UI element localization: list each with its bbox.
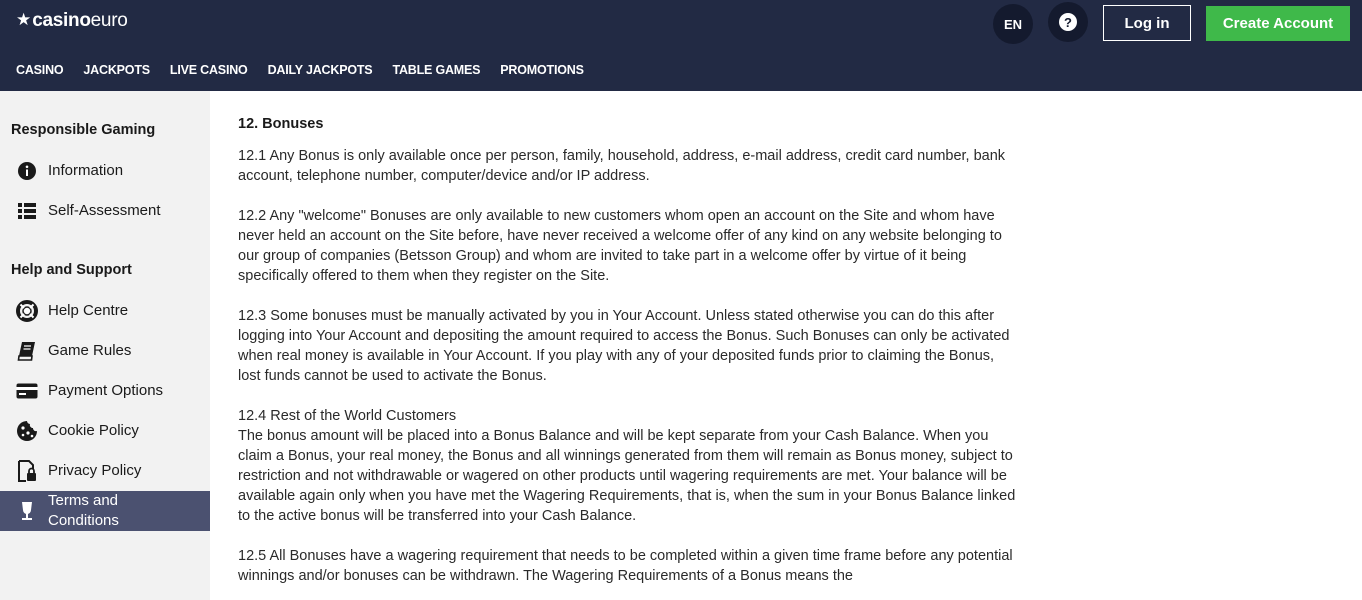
cookie-icon (16, 420, 38, 442)
nav-jackpots[interactable]: JACKPOTS (83, 63, 150, 77)
lifebuoy-icon (16, 300, 38, 322)
gavel-icon (16, 500, 38, 522)
language-selector[interactable]: EN (993, 4, 1033, 44)
nav-live-casino[interactable]: LIVE CASINO (169, 63, 248, 77)
sidebar-item-self-assessment[interactable] (0, 191, 210, 231)
casinoeuro-logo[interactable] (16, 9, 127, 33)
paragraph-12-1: 12.1 Any Bonus is only available once per person, family, household, address, e-mail address, credit card number, bank account, telephone number, computer/device and/or IP address. (238, 148, 1006, 184)
book-icon (16, 340, 38, 362)
sidebar-item-game-rules[interactable] (0, 331, 210, 371)
sidebar-item-information[interactable] (0, 151, 210, 191)
sidebar-item-label: Privacy Policy (48, 462, 142, 479)
nav-table-games[interactable]: TABLE GAMES (392, 63, 481, 77)
paragraph-12-4 (238, 406, 1018, 526)
terms-content (238, 112, 1018, 586)
sidebar-item-cookie-policy[interactable] (0, 411, 210, 451)
main-nav (16, 63, 604, 77)
sidebar-item-label: Game Rules (48, 342, 132, 359)
login-button[interactable]: Log in (1103, 5, 1191, 41)
create-account-button[interactable]: Create Account (1206, 6, 1350, 41)
paragraph-12-4-heading: 12.4 Rest of the World Customers (238, 408, 457, 424)
sidebar-item-label: Help Centre (48, 302, 129, 319)
section-title: 12. Bonuses (238, 116, 324, 132)
paragraph-12-4-body: The bonus amount will be placed into a Bonus Balance and will be kept separate from your Cash Balance. When you claim a Bonus, your real money, the Bonus and all winnings generated from them will remain as Bonus money, subject to restriction and not withdrawable or wagered on other products until wagering requirements are met. Your balance will be available again only when you have met the Wagering Requirements, that is, when the sum in your Bonus Balance linked to the active bonus will be transferred into your Cash Balance. (238, 428, 1016, 524)
paragraph-12-5: 12.5 All Bonuses have a wagering requirement that needs to be completed within a given time frame before any potential winnings and/or bonuses can be withdrawn. The Wagering Requirements of a Bonus means the (238, 548, 1013, 584)
sidebar-item-label: Cookie Policy (48, 422, 139, 439)
logo-text-casino: casino (32, 10, 91, 31)
paragraph-12-2: 12.2 Any "welcome" Bonuses are only available to new customers whom open an account on the Site and whom have never held an account on the Site before, have never received a welcome offer of any kind on any website belonging to our group of companies (Betsson Group) and whom are invited to take part in a welcome offer by virtue of it being specifically offered to them when they register on the Site. (238, 208, 1002, 284)
paragraph-12-3: 12.3 Some bonuses must be manually activated by you in Your Account. Unless stated otherwise you can do this after logging into Your Account and depositing the amount required to access the Bonus. Such Bonuses can only be activated when real money is available in Your Account. If you play with any of your deposited funds prior to claiming the Bonus, lost funds cannot be used to activate the Bonus. (238, 308, 1010, 384)
help-button[interactable] (1048, 2, 1088, 42)
help-and-support-heading: Help and Support (11, 262, 132, 278)
logo-text-euro: euro (90, 10, 128, 31)
privacy-document-icon (16, 460, 38, 482)
sidebar-item-label: Information (48, 162, 124, 179)
responsible-gaming-heading: Responsible Gaming (11, 122, 156, 138)
sidebar-item-label: Terms and Conditions (48, 492, 119, 529)
star-icon: ★ (16, 9, 32, 29)
sidebar-item-label: Self-Assessment (48, 202, 161, 219)
info-icon (16, 160, 38, 182)
sidebar-item-help-centre[interactable] (0, 291, 210, 331)
top-header (0, 0, 1362, 91)
sidebar-item-terms-and-conditions[interactable] (0, 491, 210, 531)
sidebar-item-privacy-policy[interactable] (0, 451, 210, 491)
nav-casino[interactable]: CASINO (16, 63, 64, 77)
question-icon: ? (1059, 13, 1077, 31)
nav-promotions[interactable]: PROMOTIONS (500, 63, 584, 77)
sidebar (0, 91, 210, 600)
nav-daily-jackpots[interactable]: DAILY JACKPOTS (267, 63, 373, 77)
sidebar-item-label: Payment Options (48, 382, 164, 399)
list-icon (16, 200, 38, 222)
credit-card-icon (16, 380, 38, 402)
sidebar-item-payment-options[interactable] (0, 371, 210, 411)
